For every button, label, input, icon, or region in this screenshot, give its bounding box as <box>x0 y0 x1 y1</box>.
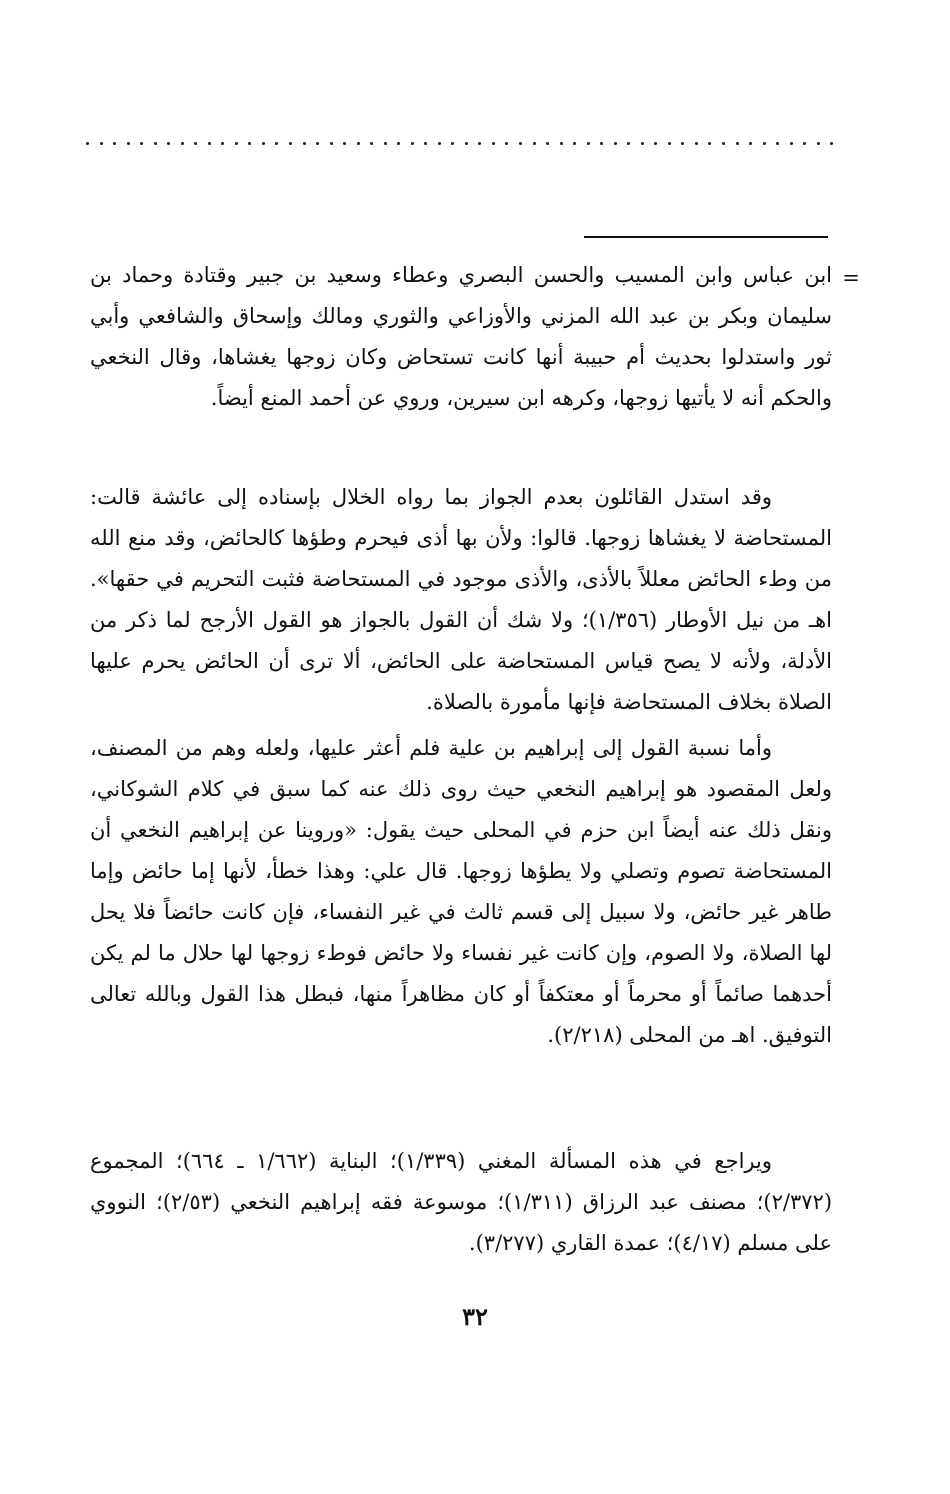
separator-dot <box>397 142 400 145</box>
footnote-rule <box>584 236 828 238</box>
separator-dot <box>749 142 752 145</box>
separator-dot <box>330 142 333 145</box>
separator-dot <box>560 142 563 145</box>
separator-dot <box>573 142 576 145</box>
footnote-paragraph-1: وقد استدل القائلون بعدم الجواز بما رواه الخلال بإسناده إلى عائشة قالت: المستحاضة لا يغشاها زوجها. قالوا: ولأن بها أذى فيحرم وطؤها كالحائض، وقد منع الله من وطء الحائض معللاً بالأذى، والأذى موجود في المستحاضة فثبت التحريم في حقها». اهـ من نيل الأوطار (١/٣٥٦)؛ ولا شك أن القول بالجواز هو القول الأرجح لما ذكر من الأدلة، ولأنه لا يصح قياس المستحاضة على الحائض، ألا ترى أن الحائض يحرم عليها الصلاة بخلاف المستحاضة فإنها مأمورة بالصلاة. <box>90 485 832 714</box>
separator-dot <box>546 142 549 145</box>
separator-dot <box>763 142 766 145</box>
separator-dot <box>289 142 292 145</box>
separator-dot <box>492 142 495 145</box>
separator-dot <box>695 142 698 145</box>
footnote-paragraph-2: وأما نسبة القول إلى إبراهيم بن علية فلم أعثر عليها، ولعله وهم من المصنف، ولعل المقصود هو إبراهيم النخعي حيث روى ذلك عنه كما سبق في كلام الشوكاني، ونقل ذلك عنه أيضاً ابن حزم في المحلى حيث يقول: «وروينا عن إبراهيم النخعي أن المستحاضة تصوم وتصلي ولا يطؤها زوجها. قال علي: وهذا خطأ، لأنها إما حائض وإما طاهر غير حائض، ولا سبيل إلى قسم ثالث في غير النفساء، فإن كانت حائضاً فلا يحل لها الصلاة، ولا الصوم، وإن كانت غير نفساء ولا حائض فوطء زوجها لها حلال ما لم يكن أحدهما صائماً أو محرماً أو معتكفاً أو كان مظاهراً منها، فبطل هذا القول وبالله تعالى التوفيق. اهـ من المحلى (٢/٢١٨). <box>90 736 832 1047</box>
separator-dot <box>113 142 116 145</box>
separator-dot <box>654 142 657 145</box>
separator-dot <box>140 142 143 145</box>
separator-dot <box>587 142 590 145</box>
separator-dot <box>167 142 170 145</box>
separator-dot <box>790 142 793 145</box>
separator-dot <box>370 142 373 145</box>
footnote-continuation-marker: = <box>842 266 860 290</box>
separator-dot <box>776 142 779 145</box>
separator-dot <box>357 142 360 145</box>
separator-dot <box>533 142 536 145</box>
separator-dot <box>424 142 427 145</box>
separator-dot <box>478 142 481 145</box>
separator-dot <box>803 142 806 145</box>
separator-dot <box>343 142 346 145</box>
separator-dot <box>411 142 414 145</box>
separator-dot <box>627 142 630 145</box>
separator-dot <box>817 142 820 145</box>
separator-dot <box>100 142 103 145</box>
separator-dot <box>86 142 89 145</box>
dotted-separator <box>86 140 834 146</box>
separator-dot <box>681 142 684 145</box>
separator-dot <box>127 142 130 145</box>
separator-dot <box>221 142 224 145</box>
separator-dot <box>154 142 157 145</box>
separator-dot <box>519 142 522 145</box>
page-number: ٣٢ <box>462 1302 488 1331</box>
separator-dot <box>668 142 671 145</box>
separator-dot <box>641 142 644 145</box>
footnote-paragraph-3: ويراجع في هذه المسألة المغني (١/٣٣٩)؛ البناية (١/٦٦٢ ـ ٦٦٤)؛ المجموع (٢/٣٧٢)؛ مصنف عبد الرزاق (١/٣١١)؛ موسوعة فقه إبراهيم النخعي (٢/٥٣)؛ النووي على مسلم (٤/١٧)؛ عمدة القاري (٣/٢٧٧). <box>90 1149 833 1255</box>
separator-dot <box>708 142 711 145</box>
separator-dot <box>451 142 454 145</box>
footnote-continuation-text: ابن عباس وابن المسيب والحسن البصري وعطاء وسعيد بن جبير وقتادة وحماد بن سليمان وبكر بن عبد الله المزني والأوزاعي والثوري ومالك وإسحاق والشافعي وأبي ثور واستدلوا بحديث أم حبيبة أنها كانت تستحاض وكان زوجها يغشاها، وقال النخعي والحكم أنه لا يأتيها زوجها، وكرهه ابن سيرين، وروي عن أحمد المنع أيضاً. <box>90 263 832 410</box>
separator-dot <box>262 142 265 145</box>
separator-dot <box>614 142 617 145</box>
separator-dot <box>600 142 603 145</box>
separator-dot <box>505 142 508 145</box>
separator-dot <box>736 142 739 145</box>
separator-dot <box>465 142 468 145</box>
separator-dot <box>438 142 441 145</box>
separator-dot <box>208 142 211 145</box>
separator-dot <box>316 142 319 145</box>
separator-dot <box>830 142 833 145</box>
separator-dot <box>235 142 238 145</box>
separator-dot <box>275 142 278 145</box>
separator-dot <box>384 142 387 145</box>
separator-dot <box>303 142 306 145</box>
separator-dot <box>248 142 251 145</box>
separator-dot <box>194 142 197 145</box>
separator-dot <box>722 142 725 145</box>
separator-dot <box>181 142 184 145</box>
